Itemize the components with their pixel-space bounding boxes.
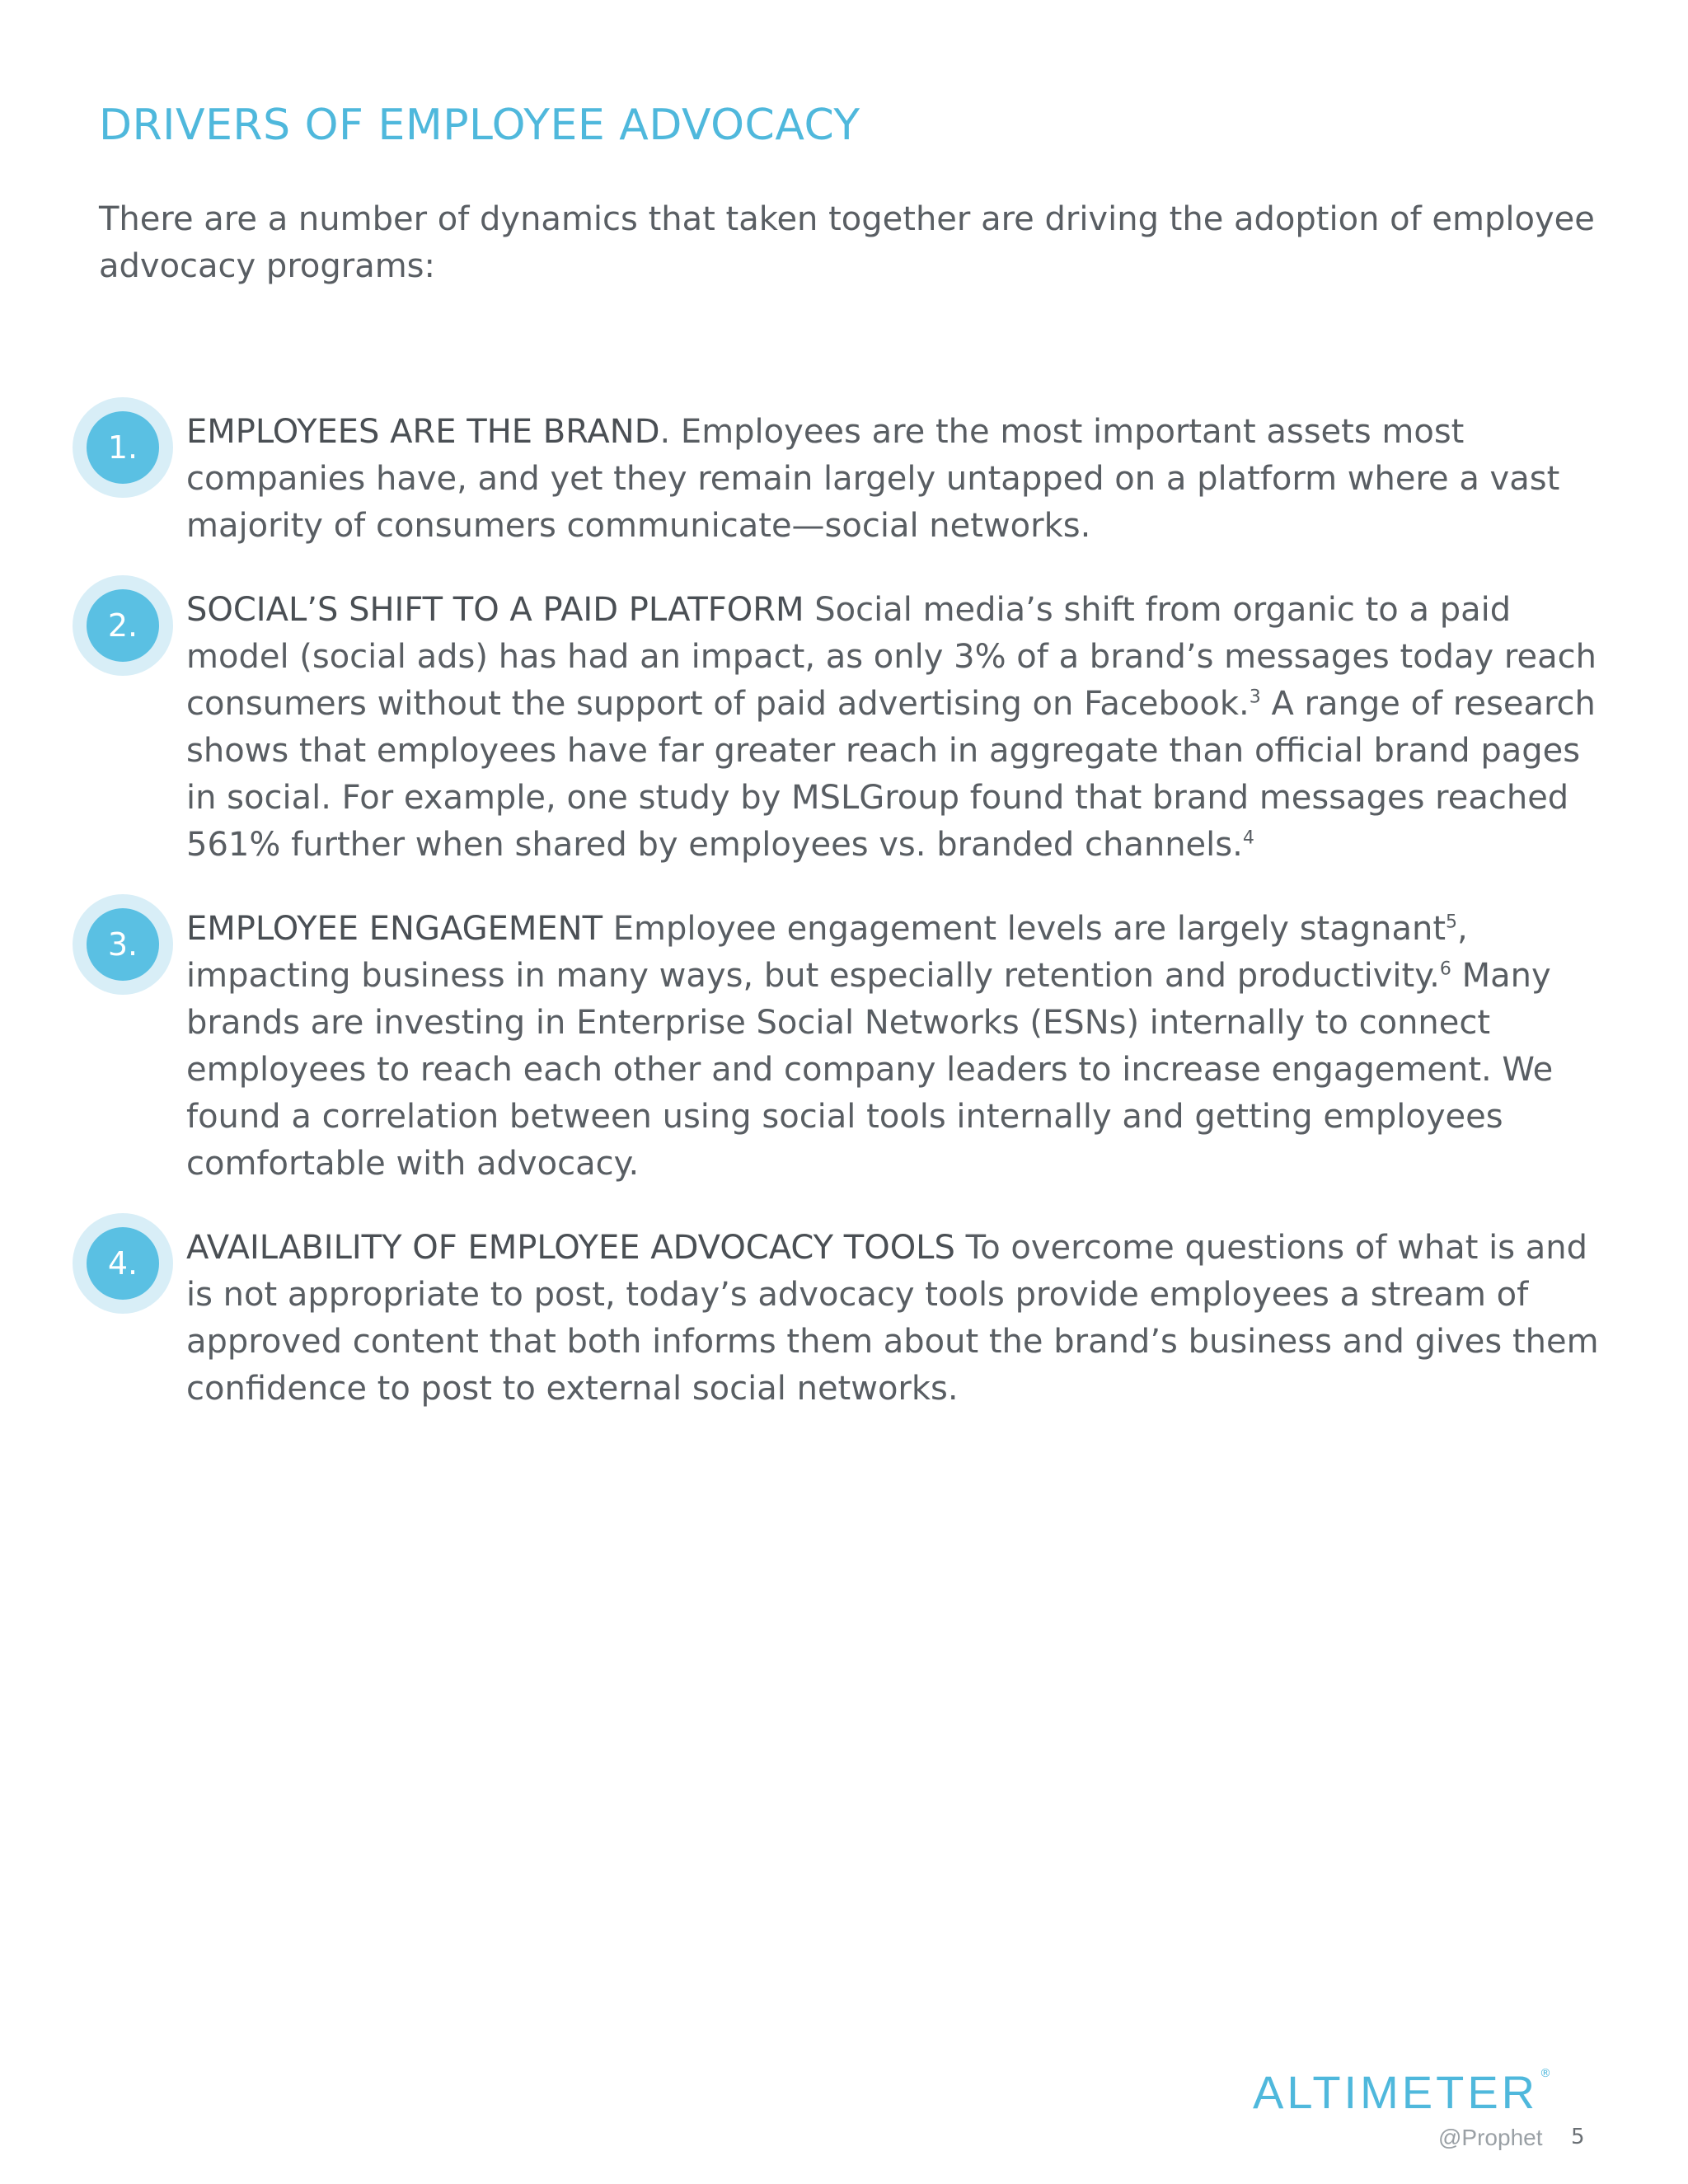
intro-paragraph: There are a number of dynamics that taken together are driving the adoption of employee advocacy programs: bbox=[99, 200, 1595, 285]
list-item-body: To overcome questions of what is and is not appropriate to post, today’s advocacy tools provide employees a stream of approved content that both informs them about the brand’s business and gives them confidence to post to external social networks. bbox=[186, 1229, 1599, 1408]
list-item-heading: EMPLOYEE ENGAGEMENT bbox=[186, 910, 603, 948]
number-badge bbox=[73, 1213, 173, 1314]
list-item-body: Social media’s shift from organic to a paid model (social ads) has had an impact, as only 3% of a brand’s messages today reach consumers without the support of paid advertising on Facebook. bbox=[186, 591, 1597, 723]
number-badge bbox=[73, 894, 173, 995]
list-item-body: . Employees are the most important assets most companies have, and yet they remain largely untapped on a platform where a vast majority of consumers communicate—social networks. bbox=[186, 413, 1560, 545]
list-item-heading: EMPLOYEES ARE THE BRAND bbox=[186, 413, 660, 451]
number-badge bbox=[73, 575, 173, 676]
footnote-ref[interactable]: 6 bbox=[1439, 958, 1451, 980]
page-number: 5 bbox=[1571, 2125, 1585, 2149]
list-item-text bbox=[186, 1225, 1604, 1413]
list-item-heading: SOCIAL’S SHIFT TO A PAID PLATFORM bbox=[186, 591, 804, 629]
number-badge-label: 3. bbox=[87, 908, 159, 981]
number-badge-label: 1. bbox=[87, 411, 159, 484]
number-badge-label: 4. bbox=[87, 1227, 159, 1300]
list-item-text bbox=[186, 409, 1604, 550]
list-item-body: Employee engagement levels are largely stagnant bbox=[603, 910, 1447, 948]
list-item-body: Many brands are investing in Enterprise Social Networks (ESNs) internally to connect employees to reach each other and company leaders to increase engagement. We found a correlation between using social tools internally and getting employees comfortable with advocacy. bbox=[186, 957, 1554, 1183]
altimeter-logo bbox=[1253, 2065, 1550, 2156]
number-badge-label: 2. bbox=[87, 589, 159, 662]
list-item-text bbox=[186, 906, 1604, 1188]
logo-subtitle: @Prophet bbox=[1438, 2125, 1543, 2150]
list-item-text bbox=[186, 587, 1604, 869]
page-title: DRIVERS OF EMPLOYEE ADVOCACY bbox=[99, 101, 860, 150]
footnote-ref[interactable]: 3 bbox=[1249, 687, 1261, 708]
list-item-body: , impacting business in many ways, but especially retention and productivity. bbox=[186, 910, 1468, 995]
logo-registered-mark: ® bbox=[1540, 2067, 1551, 2080]
footnote-ref[interactable]: 5 bbox=[1446, 912, 1458, 933]
logo-wordmark: ALTIMETER bbox=[1253, 2066, 1539, 2118]
list-item-heading: AVAILABILITY OF EMPLOYEE ADVOCACY TOOLS bbox=[186, 1229, 955, 1267]
number-badge bbox=[73, 397, 173, 498]
footnote-ref[interactable]: 4 bbox=[1242, 827, 1254, 849]
list-item-body: A range of research shows that employees have far greater reach in aggregate than official brand pages in social. For example, one study by MSLGroup found that brand messages reached 561% further when shared by employees vs. branded channels. bbox=[186, 685, 1596, 864]
